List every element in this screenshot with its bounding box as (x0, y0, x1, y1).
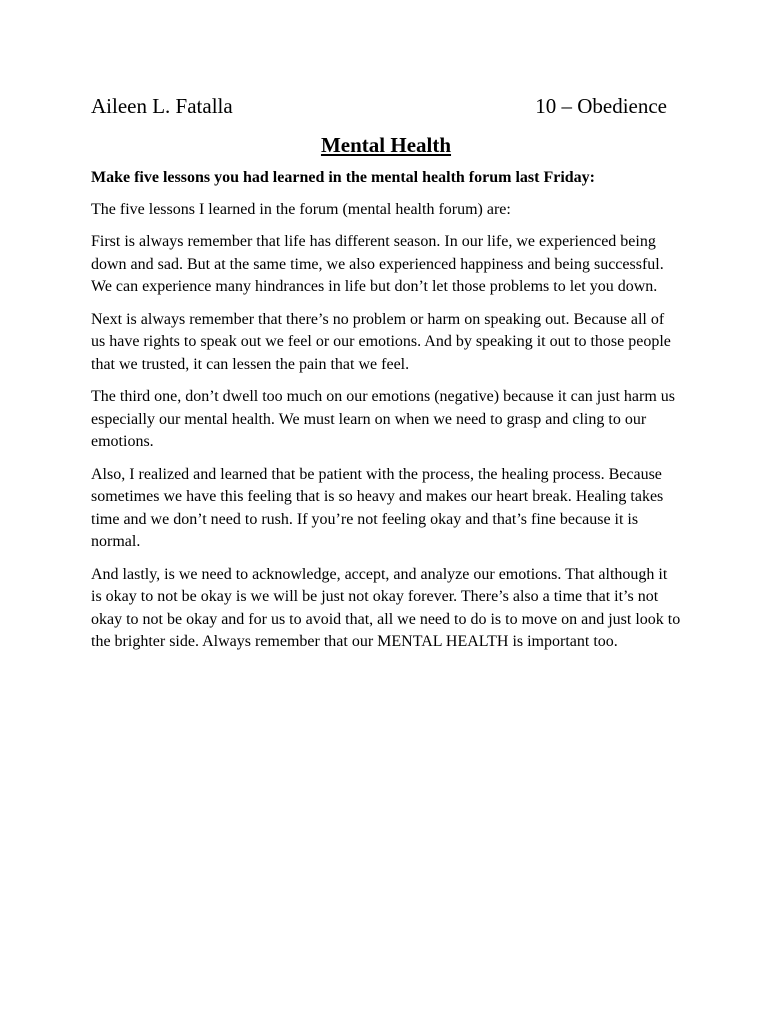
lesson-paragraph-3: The third one, don’t dwell too much on our emotions (negative) because it can just harm us especially our mental health. We must learn on when we need to grasp and cling to our emotions. (91, 388, 676, 450)
intro-paragraph: The five lessons I learned in the forum (mental health forum) are: (91, 200, 511, 218)
class-section: 10 – Obedience (535, 94, 667, 118)
document-title: Mental Health (320, 133, 452, 157)
document-header (91, 92, 681, 120)
assignment-prompt: Make five lessons you had learned in the mental health forum last Friday: (91, 169, 595, 186)
lesson-paragraph-1: First is always remember that life has different season. In our life, we experienced being down and sad. But at the same time, we also experienced happiness and being successful. We can experience many hindrances in life but don’t let those problems to let you down. (91, 233, 664, 295)
document-page (91, 92, 681, 654)
lesson-paragraph-4: Also, I realized and learned that be patient with the process, the healing process. Because sometimes we have this feeling that is so heavy and makes our heart break. Healing takes time and we don’t need to rush. If you’re not feeling okay and that’s fine because it is normal. (91, 465, 664, 550)
author-name: Aileen L. Fatalla (91, 94, 233, 118)
lesson-paragraph-5: And lastly, is we need to acknowledge, accept, and analyze our emotions. That although it is okay to not be okay is we will be just not okay forever. There’s also a time that it’s not okay to not be okay and for us to avoid that, all we need to do is to move on and just look to the brighter side. Always remember that our MENTAL HEALTH is important too. (91, 565, 681, 650)
lesson-paragraph-2: Next is always remember that there’s no problem or harm on speaking out. Because all of us have rights to speak out we feel or our emotions. And by speaking it out to those people that we trusted, it can lessen the pain that we feel. (91, 310, 671, 373)
